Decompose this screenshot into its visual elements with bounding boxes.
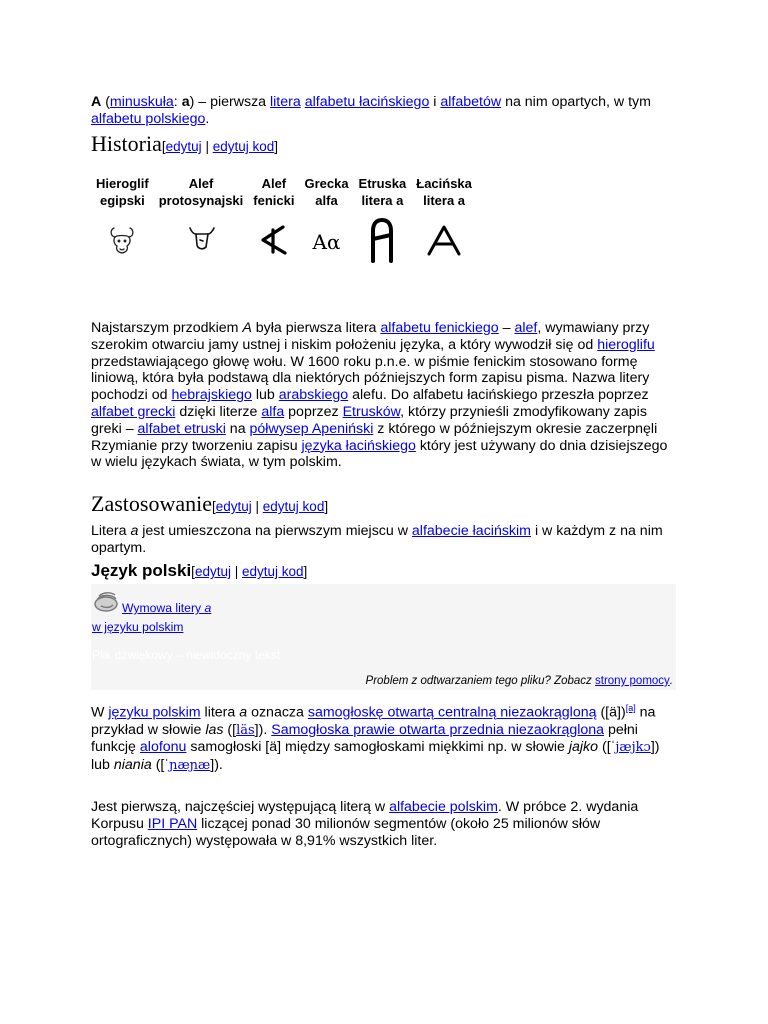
help-text: Problem z odtwarzaniem tego pliku? Zobacz (365, 675, 596, 687)
history-paragraph (91, 320, 676, 471)
link-litera[interactable]: litera (270, 94, 301, 110)
text: i w każdym z na nim opartym. (91, 523, 663, 556)
polish-paragraph-1 (91, 700, 676, 775)
header-hieroglyph (91, 175, 154, 213)
speaker-sound-icon[interactable] (93, 589, 121, 615)
link-alphabets[interactable]: alfabetów (440, 94, 502, 110)
polish-paragraph-2 (91, 799, 676, 849)
italic-a: a (130, 523, 139, 539)
header-line: alfa (315, 193, 338, 208)
intro-paragraph (91, 94, 676, 128)
text: była pierwsza litera (251, 320, 381, 336)
link-polish-alphabet[interactable]: alfabetu polskiego (91, 110, 206, 127)
glyph-phoenician-cell (248, 213, 299, 271)
text: ([ˈ (151, 757, 170, 774)
text: na przykład w słowie (91, 704, 656, 738)
link-latin-language[interactable]: języka łacińskiego (301, 437, 416, 454)
usage-paragraph (91, 523, 676, 557)
link-alef[interactable]: alef (514, 320, 538, 336)
edit-code-link[interactable]: edytuj kod (241, 564, 304, 579)
link-latin-alphabet[interactable]: alfabetu łacińskiego (304, 94, 430, 110)
header-line: protosynajski (158, 193, 244, 208)
link-hieroglyph[interactable]: hieroglifu (597, 336, 655, 353)
audio-media-box (91, 584, 676, 690)
heading-history-text: Historia (91, 131, 162, 156)
heading-usage-text: Zastosowanie (91, 491, 212, 516)
etruscan-a-icon[interactable] (367, 217, 397, 263)
header-line: litera a (423, 193, 466, 208)
heading-usage (91, 491, 328, 520)
text: na (225, 420, 250, 437)
edit-link[interactable]: edytuj (194, 564, 231, 579)
text: samogłoski [ä] między samogłoskami miękkimi np. w słowie (186, 739, 569, 756)
text: ([ (223, 721, 237, 738)
bracket: [ (211, 499, 216, 514)
text: – (498, 320, 515, 336)
text: oznacza (247, 704, 308, 721)
text: pełni funkcję (91, 721, 638, 756)
header-line: Alef (261, 176, 287, 191)
audio-player-placeholder: Plik dźwiękowy – niewidoczny tekst (92, 648, 281, 662)
audio-link[interactable] (122, 600, 211, 617)
edit-link[interactable]: edytuj (215, 499, 252, 514)
link-ipi-pan[interactable]: IPI PAN (147, 815, 198, 832)
text: ( (101, 94, 110, 110)
link-allophone[interactable]: alofonu (139, 739, 187, 756)
edit-code-link[interactable]: edytuj kod (262, 499, 325, 514)
link-arabic[interactable]: arabskiego (278, 387, 349, 404)
glyph-greek-cell (299, 213, 353, 271)
header-etruscan (354, 175, 412, 213)
link-phoenician-alphabet[interactable]: alfabetu fenickiego (380, 320, 499, 336)
header-line: litera a (361, 193, 404, 208)
link-polish-alphabet-2[interactable]: alfabecie polskim (389, 799, 498, 815)
glyph-etruscan-cell (354, 213, 412, 271)
text: lub (251, 387, 279, 404)
latin-a-icon[interactable] (426, 224, 462, 256)
audio-link-italic: a (204, 601, 212, 615)
bracket: [ (191, 564, 195, 579)
text: ]). (210, 757, 223, 774)
header-line: fenicki (253, 193, 295, 208)
footnote-ref[interactable]: [a] (625, 703, 636, 713)
separator: | (230, 564, 242, 579)
heading-polish-text: Język polski (91, 561, 192, 580)
help-pages-link[interactable]: strony pomocy (595, 675, 670, 687)
edit-link[interactable]: edytuj (165, 139, 202, 154)
heading-polish (91, 560, 307, 583)
text: na nim opartych, w tym (501, 94, 651, 110)
link-polish-language[interactable]: języku polskim (108, 704, 201, 721)
text: który jest używany do dnia dzisiejszego w wielu językach świata, w tym polskim. (91, 437, 668, 471)
link-hebrew[interactable]: hebrajskiego (171, 387, 252, 404)
bracket: ] (274, 139, 279, 154)
text: W (91, 704, 109, 721)
headword: A (91, 94, 102, 110)
text: . W próbce 2. wydania Korpusu (91, 799, 639, 832)
phoenician-alef-icon[interactable] (257, 224, 291, 256)
header-greek (299, 175, 353, 213)
text: poprzez (284, 403, 343, 420)
text: ]). (254, 721, 272, 738)
header-line: Etruska (358, 176, 407, 191)
glyph-protosinaitic-cell (154, 213, 249, 271)
text: ) – pierwsza (189, 94, 270, 110)
text: ]) lub (91, 739, 660, 774)
link-open-central-vowel[interactable]: samogłoskę otwartą centralną niezaokrągloną (307, 704, 597, 721)
table-header-row (91, 175, 477, 213)
ox-head-hieroglyph-icon[interactable] (107, 224, 137, 256)
header-line: Alef (188, 176, 214, 191)
header-line: Hieroglif (96, 176, 149, 191)
bracket: [ (161, 139, 166, 154)
text: Najstarszym przodkiem (91, 320, 243, 336)
text: przedstawiającego głowę wołu. W 1600 roku p.n.e. w piśmie fenickim stosowano formę liniową, która była podstawą dla niektórych późniejszych form zapisu pisma. Nazwa litery pochodzi od (91, 353, 650, 404)
table-glyph-row (91, 213, 477, 271)
text: jest umieszczona na pierwszym miejscu w (138, 523, 412, 539)
ipa-niania[interactable]: ɲæɲæ (169, 758, 211, 774)
link-greek-alphabet[interactable]: alfabet grecki (91, 403, 176, 420)
header-line: egipski (99, 193, 145, 208)
link-apennine-peninsula[interactable]: półwysep Apeniński (249, 420, 374, 437)
audio-link-text: Wymowa litery (122, 601, 205, 615)
text: , którzy przynieśli zmodyfikowany zapis greki – (91, 403, 647, 437)
text: Jest pierwszą, najczęściej występującą literą w (91, 799, 390, 815)
link-near-open-front-vowel[interactable]: Samogłoska prawie otwarta przednia niezaokrąglona (271, 721, 605, 738)
header-phoenician (248, 175, 299, 213)
glyph-hieroglyph-cell (91, 213, 154, 271)
link-etruscans[interactable]: Etrusków (342, 403, 401, 420)
text: . (205, 110, 210, 127)
ox-head-protosinaitic-icon[interactable] (186, 225, 216, 255)
glyph-latin-cell (411, 213, 477, 271)
ipa-jajko[interactable]: jæjkɔ (615, 740, 651, 756)
link-minuscule[interactable]: minuskuła (109, 94, 174, 110)
audio-link-line2[interactable]: w języku polskim (92, 620, 184, 634)
edit-links-history (162, 139, 278, 154)
bracket: ] (303, 564, 308, 579)
greek-alpha-glyph: Αα (312, 230, 341, 254)
separator: | (201, 139, 213, 154)
minuscule-letter: a (181, 94, 190, 110)
text: alefu. Do alfabetu łacińskiego przeszła poprzez (348, 387, 649, 404)
text: i (429, 94, 441, 110)
link-etruscan-alphabet[interactable]: alfabet etruski (137, 420, 226, 437)
edit-links-polish (191, 564, 307, 579)
text: liczącej ponad 30 milionów segmentów (około 25 milionów słów ortograficznych) występowała w 8,91% wszystkich liter. (91, 815, 601, 849)
ipa-las[interactable]: läs (236, 722, 255, 738)
link-alfa[interactable]: alfa (261, 403, 285, 420)
word-jajko: jajko (568, 739, 599, 756)
italic-a: a (239, 704, 248, 721)
letter-evolution-table (91, 175, 477, 271)
header-protosinaitic (154, 175, 249, 213)
edit-code-link[interactable]: edytuj kod (212, 139, 275, 154)
media-help-note (366, 675, 673, 687)
separator: | (251, 499, 263, 514)
text: : (173, 94, 182, 110)
help-end: . (669, 675, 673, 687)
heading-history (91, 131, 278, 160)
text: z którego w późniejszym okresie zaczerpnęli Rzymianie przy tworzeniu zapisu (91, 420, 658, 454)
word-niania: niania (113, 757, 152, 774)
header-latin (411, 175, 477, 213)
text: ([ˈ (598, 739, 616, 756)
link-latin-alphabet-2[interactable]: alfabecie łacińskim (411, 523, 531, 539)
header-line: Łacińska (416, 176, 472, 191)
italic-a: A (242, 320, 252, 336)
text: Litera (91, 523, 131, 539)
text: litera (200, 704, 240, 721)
word-las: las (205, 721, 224, 738)
text: ([ä]) (596, 704, 626, 721)
edit-links-usage (212, 499, 328, 514)
bracket: ] (324, 499, 329, 514)
text: , wymawiany przy szerokim otwarciu jamy ustnej i niskim położeniu języka, a który wywodził się od (91, 320, 650, 353)
text: dzięki literze (175, 403, 262, 420)
header-line: Grecka (304, 176, 349, 191)
